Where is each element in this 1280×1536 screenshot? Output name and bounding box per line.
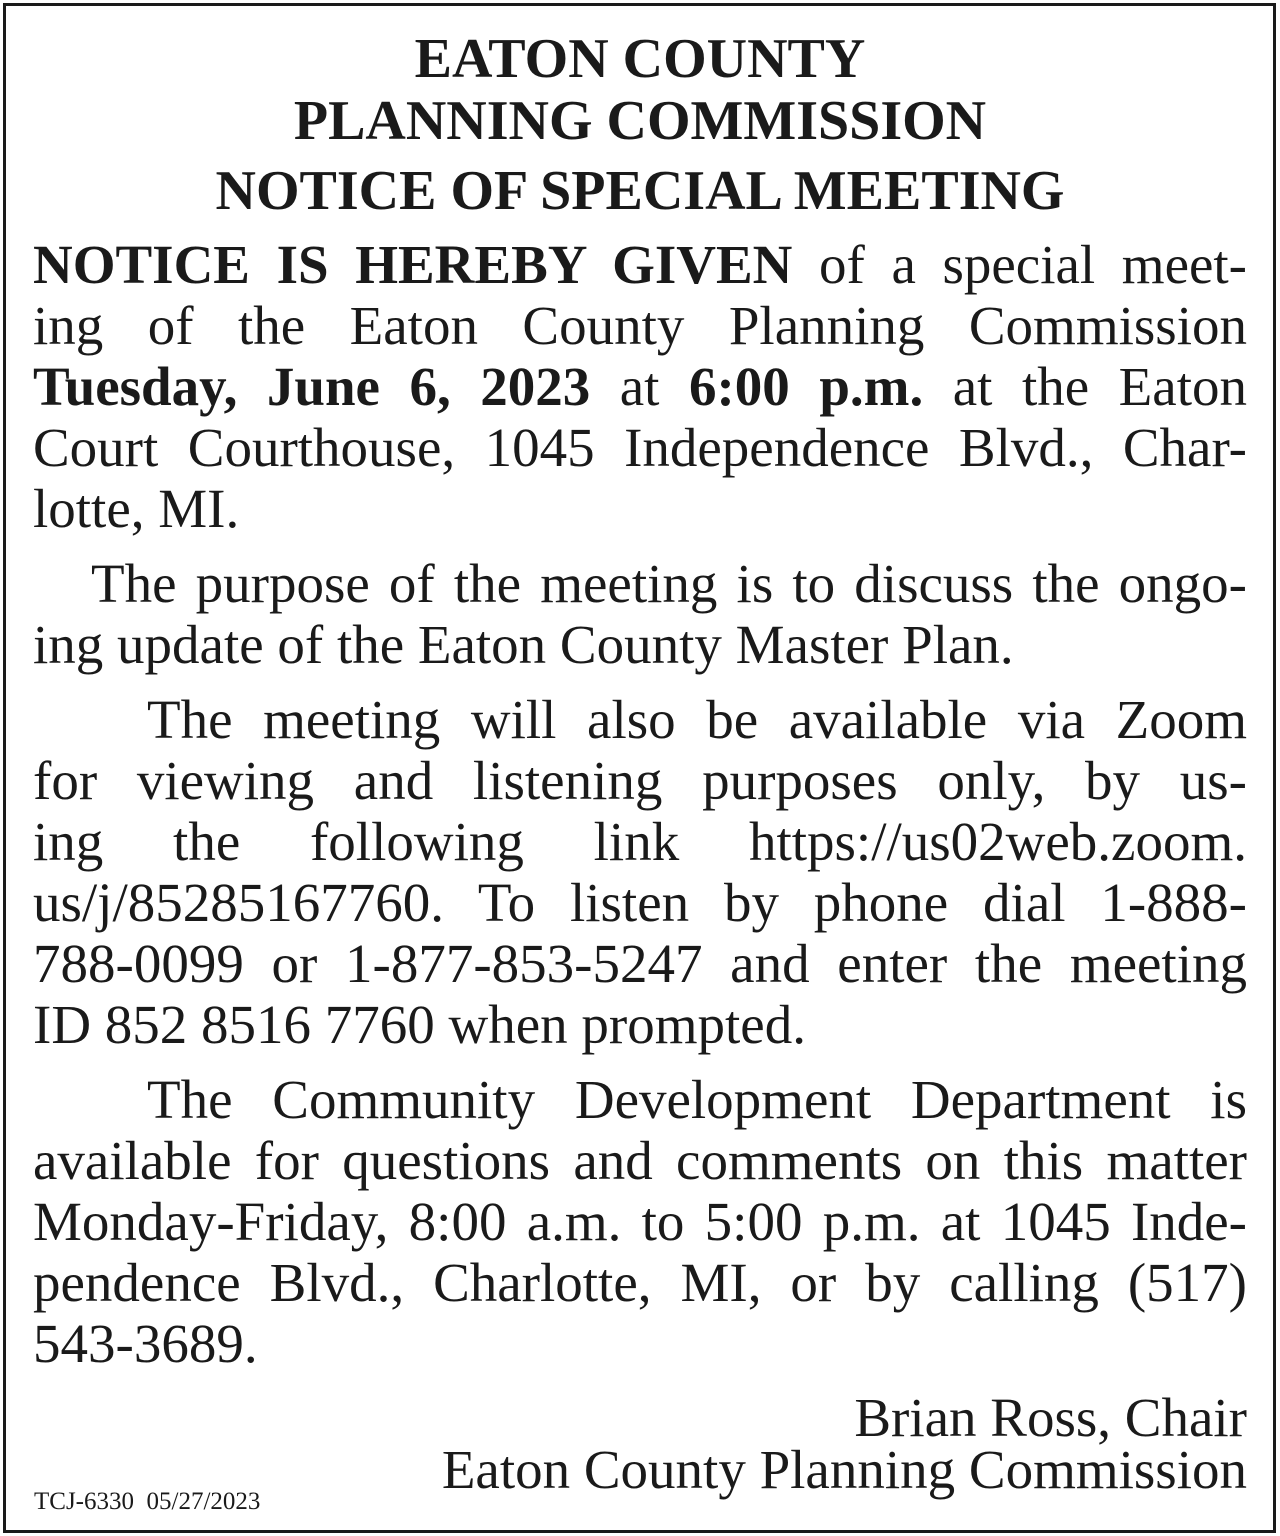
paragraph-notice-line: NOTICE IS HEREBY GIVEN of a special meet-	[33, 234, 1247, 295]
paragraph-purpose-line: ing update of the Eaton County Master Plan.	[33, 614, 1014, 675]
phone-numbers-line: 788-0099 or 1-877-853-5247 and enter the meeting	[33, 933, 1247, 994]
paragraph-contact-line: Monday-Friday, 8:00 a.m. to 5:00 p.m. at 1045 Inde-	[33, 1191, 1247, 1252]
paragraph-notice-line: lotte, MI.	[33, 478, 240, 539]
meeting-id-line: ID 852 8516 7760 when prompted.	[33, 994, 806, 1055]
meeting-date: Tuesday, June 6, 2023	[33, 356, 591, 417]
paragraph-purpose-line: The purpose of the meeting is to discuss the ongo-	[91, 553, 1247, 614]
signature-block	[441, 1387, 1247, 1500]
paragraph-notice-line: ing of the Eaton County Planning Commission	[33, 295, 1247, 356]
paragraph-contact-line: pendence Blvd., Charlotte, MI, or by calling (517)	[33, 1252, 1247, 1313]
signature-organization: Eaton County Planning Commission	[441, 1439, 1247, 1500]
paragraph-notice-line: Court Courthouse, 1045 Independence Blvd., Char-	[33, 417, 1247, 478]
publication-reference: TCJ-6330 05/27/2023	[34, 1488, 261, 1515]
paragraph-zoom-line: for viewing and listening purposes only, by us-	[33, 750, 1247, 811]
paragraph-zoom	[33, 689, 1247, 1055]
zoom-link-line: us/j/85285167760. To listen by phone dial 1-888-	[33, 872, 1247, 933]
notice-body	[33, 28, 1247, 1374]
meeting-time: 6:00 p.m.	[688, 356, 924, 417]
paragraph-notice-line: Tuesday, June 6, 2023 at 6:00 p.m. at the Eaton	[33, 356, 1247, 417]
paragraph-notice	[33, 234, 1247, 539]
paragraph-contact-line: available for questions and comments on this matter	[33, 1130, 1247, 1191]
signature-name: Brian Ross, Chair	[854, 1387, 1247, 1448]
paragraph-contact-line: The Community Development Department is	[147, 1069, 1247, 1130]
paragraph-zoom-line: The meeting will also be available via Zoom	[147, 689, 1247, 750]
contact-phone-line: 543-3689.	[33, 1313, 258, 1374]
notice-lead: NOTICE IS HEREBY GIVEN	[33, 234, 793, 295]
paragraph-contact	[33, 1069, 1247, 1374]
heading-county: EATON COUNTY	[414, 28, 866, 90]
heading-commission: PLANNING COMMISSION	[293, 90, 987, 152]
zoom-link-line: ing the following link https://us02web.zoom.	[33, 811, 1247, 872]
heading-notice-title: NOTICE OF SPECIAL MEETING	[215, 160, 1065, 222]
paragraph-purpose	[33, 553, 1247, 675]
